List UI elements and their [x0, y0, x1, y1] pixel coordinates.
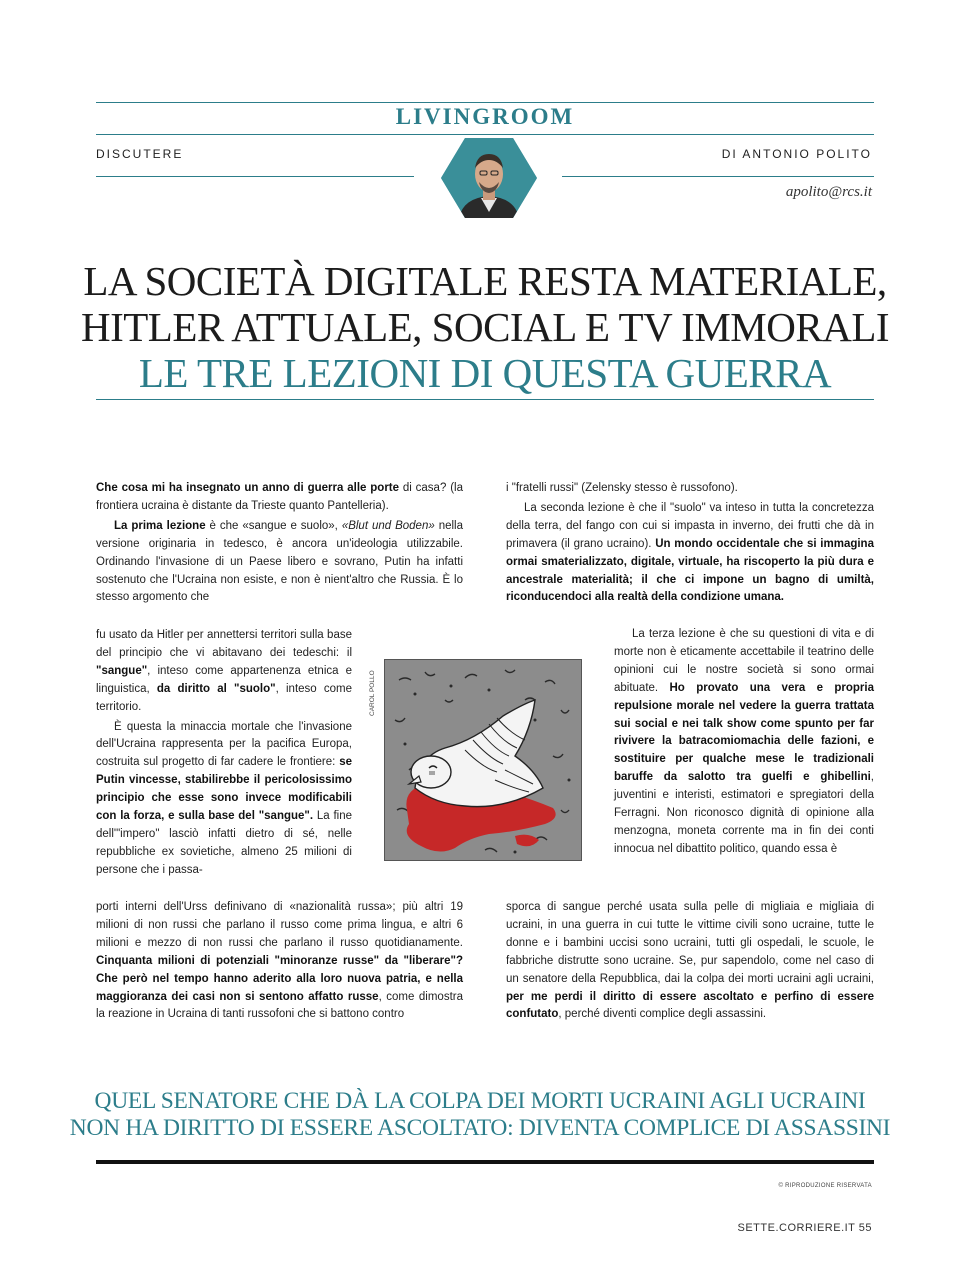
- dove-illustration: [384, 659, 582, 861]
- headline: [60, 258, 910, 396]
- author-byline: DI ANTONIO POLITO: [721, 147, 872, 161]
- left-byline-rule: [96, 176, 414, 177]
- author-email[interactable]: apolito@rcs.it: [785, 184, 872, 200]
- page-footer: SETTE.CORRIERE.IT 55: [737, 1222, 872, 1234]
- illustration-credit: CAROL POLLO: [369, 670, 376, 716]
- body-column-right-top: [506, 480, 874, 609]
- paragraph: È questa la minaccia mortale che l'invasione dell'Ucraina rappresenta per la pacifica Europa, costruita sul progetto di far cadere le frontiere: se Putin vincesse, stabilirebbe il pericolosissimo principio che esse sono invece modificabili con la forza, e sulla base del "sangue". La fine dell'"impero" lasciò infatti dietro di sé, nelle repubbliche ex sovietiche, almeno 25 milioni di persone che i passa-: [96, 720, 352, 876]
- section-label: DISCUTERE: [96, 147, 184, 161]
- body-column-left-top: [96, 480, 463, 609]
- paragraph: La seconda lezione è che il "suolo" va inteso in tutta la concretezza della terra, del fango con cui si impasta in inverno, dei frutti che dà in primavera (il grano ucraino). Un mondo occidentale che si immagina ormai smaterializzato, digitale, virtuale, ha riscoperto la più dura e ancestrale materialità; il che ci impone un bagno di umiltà, riconducendoci alla realtà della condizione umana.: [506, 501, 874, 604]
- top-rule: [96, 102, 874, 103]
- pull-quote-line-1: QUEL SENATORE CHE DÀ LA COLPA DEI MORTI UCRAINI AGLI UCRAINI: [94, 1088, 866, 1114]
- copyright-notice: © RIPRODUZIONE RISERVATA: [778, 1183, 872, 1189]
- body-column-right-bottom: [506, 899, 874, 1026]
- body-column-right-wrap: [614, 626, 874, 861]
- author-avatar-illustration: [441, 138, 537, 218]
- body-column-left-wrap: [96, 627, 352, 882]
- headline-line-3: LE TRE LEZIONI DI QUESTA GUERRA: [138, 350, 832, 396]
- pull-quote-rule: [96, 1160, 874, 1164]
- kicker-rule: [96, 134, 874, 135]
- paragraph: porti interni dell'Urss definivano di «nazionalità russa»; più altri 19 milioni di non russi che parlano il russo come prima lingua, e altri 6 milioni e mezzo di non russi che parlano il russo quotidianamente. Cinquanta milioni di potenziali "minoranze russe" da "liberare"? Che però nel tempo hanno aderito alla loro nuova patria, e nella maggioranza dei casi non si sentono affatto russe, come dimostra la reazione in Ucraina di tanti russofoni che si battono contro: [96, 901, 463, 1021]
- paragraph: fu usato da Hitler per annettersi territori sulla base del principio che vi abitavano dei tedeschi: il "sangue", inteso come appartenenza etnica e linguistica, da diritto al "suolo", inteso come territorio.: [96, 629, 352, 713]
- paragraph: Che cosa mi ha insegnato un anno di guerra alle porte di casa? (la frontiera ucraina è distante da Trieste quanto Pantelleria).: [96, 482, 463, 512]
- pull-quote-line-2: NON HA DIRITTO DI ESSERE ASCOLTATO: DIVENTA COMPLICE DI ASSASSINI: [69, 1115, 891, 1141]
- author-portrait: [441, 138, 537, 218]
- headline-rule: [96, 399, 874, 400]
- body-column-left-bottom: [96, 899, 463, 1026]
- paragraph: La prima lezione è che «sangue e suolo», «Blut und Boden» nella versione originaria in tedesco, è ancora un'ideologia utilizzabile. Ordinando l'invasione di un Paese libero e sovrano, Putin ha infatti sostenuto che l'Ucraina non esiste, e non è nient'altro che Russia. È lo stesso argomento che: [96, 519, 463, 604]
- right-byline-rule: [562, 176, 874, 177]
- paragraph: i "fratelli russi" (Zelensky stesso è russofono).: [506, 482, 738, 494]
- headline-line-2: HITLER ATTUALE, SOCIAL E TV IMMORALI: [80, 304, 890, 350]
- section-kicker: LIVINGROOM: [395, 104, 575, 129]
- headline-line-1: LA SOCIETÀ DIGITALE RESTA MATERIALE,: [83, 258, 887, 304]
- paragraph: sporca di sangue perché usata sulla pelle di migliaia e migliaia di ucraini, in una guerra in cui tutte le vittime civili sono ucraine, tutte le donne e i bambini uccisi sono ucraini, tutti gli ospedali, le scuole, le fabbriche distrutte sono ucraine. Se, pur sapendolo, come nel caso di un senatore della Repubblica, dai la colpa dei morti ucraini agli ucraini, per me perdi il diritto di essere ascoltato e perfino di essere confutato, perché diventi complice degli assassini.: [506, 901, 874, 1021]
- dove-illustration-drawing: [385, 660, 581, 860]
- pull-quote: [60, 1088, 900, 1142]
- paragraph: La terza lezione è che su questioni di vita e di morte non è eticamente accettabile il teatrino delle opinioni cui le nostre società si sono ormai abituate. Ho provato una vera e propria repulsione morale nel vedere la guerra trattata sui social e nei talk show come spunto per far rivivere la batracomiomachia delle fazioni, e sostituire per qualche mese le tradizionali baruffe da salotto tra guelfi e ghibellini, juventini e interisti, estimatori e spregiatori della Ferragni. Non riconosco dignità di opinione alla menzogna, moneta corrente ma in fin dei conti innocua nel dibattito politico, quando essa è: [614, 628, 874, 855]
